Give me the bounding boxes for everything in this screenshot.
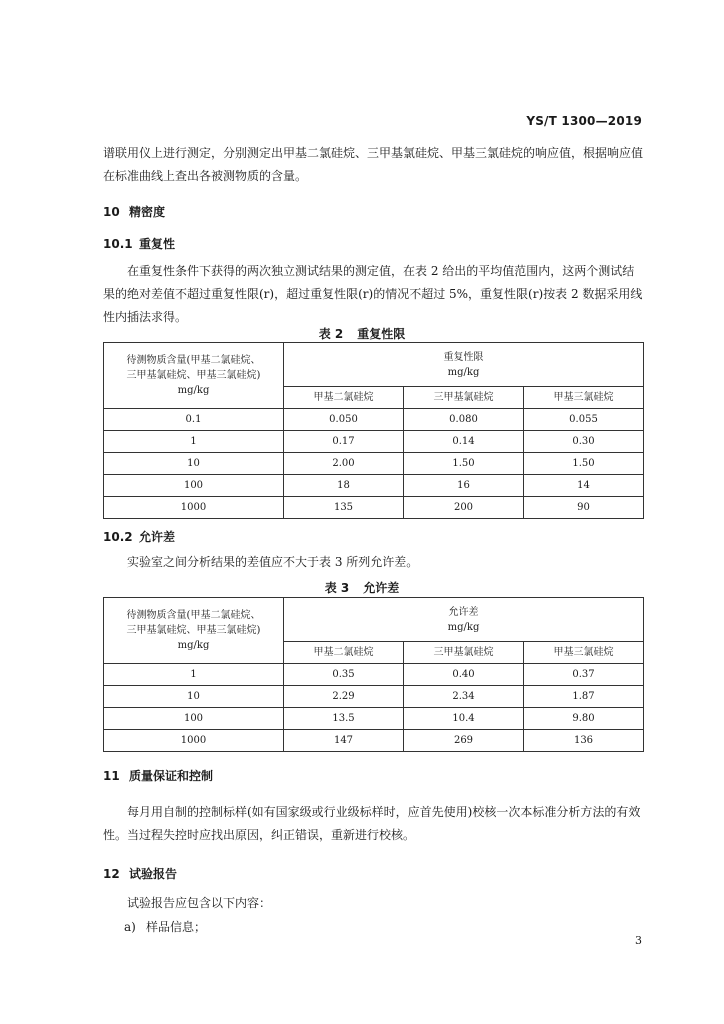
table-row [104, 409, 644, 431]
table-cell: 2.29 [284, 686, 404, 708]
section-number: 10.1 [103, 237, 133, 251]
table-row [104, 497, 644, 519]
table-3 [103, 597, 644, 752]
section-title: 质量保证和控制 [129, 769, 214, 783]
table-2 [103, 342, 644, 519]
table-cell: 100 [104, 475, 284, 497]
section-number: 10 [103, 205, 120, 219]
table-cell: 0.1 [104, 409, 284, 431]
column-header: 甲基三氯硅烷 [524, 642, 644, 664]
table-cell: 90 [524, 497, 644, 519]
table-cell: 1000 [104, 730, 284, 752]
table-cell: 135 [284, 497, 404, 519]
table-cell: 16 [404, 475, 524, 497]
table-cell: 14 [524, 475, 644, 497]
table-cell: 0.14 [404, 431, 524, 453]
section-10-1-heading [103, 235, 175, 252]
section-title: 精密度 [129, 205, 166, 219]
column-header: 甲基三氯硅烷 [524, 387, 644, 409]
section-title: 允许差 [139, 530, 176, 544]
table-2-title [0, 325, 724, 342]
table-row [104, 686, 644, 708]
table-cell: 0.050 [284, 409, 404, 431]
table-row [104, 664, 644, 686]
table-row [104, 453, 644, 475]
section-title: 重复性 [139, 237, 176, 251]
table-caption: 重复性限 [357, 327, 406, 341]
section-10-heading [103, 203, 165, 220]
table-cell: 0.17 [284, 431, 404, 453]
left-header-line: 三甲基氯硅烷、甲基三氯硅烷) [126, 625, 261, 636]
section-12-heading [103, 865, 177, 882]
table-cell: 2.00 [284, 453, 404, 475]
group-header-cell [284, 598, 644, 642]
column-header: 甲基二氯硅烷 [284, 387, 404, 409]
group-header: 允许差 [448, 606, 479, 618]
left-header-line: 三甲基氯硅烷、甲基三氯硅烷) [126, 370, 261, 381]
list-marker: a) [124, 920, 136, 934]
table-cell: 10.4 [404, 708, 524, 730]
section-number: 11 [103, 769, 120, 783]
table-cell: 0.35 [284, 664, 404, 686]
repeatability-paragraph: 在重复性条件下获得的两次独立测试结果的测定值，在表 2 给出的平均值范围内，这两个测试结果的绝对差值不超过重复性限(r)，超过重复性限(r)的情况不超过 5%，重复性限(r)按表 2 数据采用线性内插法求得。 [103, 264, 643, 324]
table-cell: 136 [524, 730, 644, 752]
allowable-difference-paragraph: 实验室之间分析结果的差值应不大于表 3 所列允许差。 [127, 555, 419, 569]
table-label: 表 3 [324, 581, 350, 595]
table-cell: 10 [104, 686, 284, 708]
table-cell: 1.87 [524, 686, 644, 708]
column-header: 三甲基氯硅烷 [404, 642, 524, 664]
group-header: 重复性限 [443, 351, 484, 363]
group-unit: mg/kg [447, 621, 480, 633]
table-cell: 200 [404, 497, 524, 519]
left-header-line: 待测物质含量(甲基二氯硅烷、 [126, 355, 261, 366]
table-cell: 0.055 [524, 409, 644, 431]
table-cell: 269 [404, 730, 524, 752]
left-header-cell [104, 598, 284, 664]
table-cell: 0.40 [404, 664, 524, 686]
table-row [104, 431, 644, 453]
column-header: 三甲基氯硅烷 [404, 387, 524, 409]
table-caption: 允许差 [363, 581, 400, 595]
table-row [104, 730, 644, 752]
left-header-cell [104, 343, 284, 409]
standard-code: YS/T 1300—2019 [526, 114, 642, 128]
table-cell: 9.80 [524, 708, 644, 730]
table-row [104, 708, 644, 730]
group-unit: mg/kg [447, 366, 480, 378]
table-cell: 10 [104, 453, 284, 475]
table-cell: 100 [104, 708, 284, 730]
page-number: 3 [635, 934, 642, 947]
quality-control-paragraph: 每月用自制的控制标样(如有国家级或行业级标样时，应首先使用)校核一次本标准分析方法的有效性。当过程失控时应找出原因，纠正错误，重新进行校核。 [103, 805, 641, 842]
table-cell: 1 [104, 431, 284, 453]
left-header-unit: mg/kg [177, 385, 210, 396]
table-cell: 0.30 [524, 431, 644, 453]
list-item [124, 918, 206, 935]
table-row [104, 475, 644, 497]
table-cell: 0.37 [524, 664, 644, 686]
section-number: 10.2 [103, 530, 133, 544]
table-cell: 13.5 [284, 708, 404, 730]
left-header-unit: mg/kg [177, 640, 210, 651]
table-3-title [0, 579, 724, 596]
table-cell: 2.34 [404, 686, 524, 708]
group-header-cell [284, 343, 644, 387]
list-item-text: 样品信息； [146, 920, 207, 934]
report-intro: 试验报告应包含以下内容： [127, 896, 272, 910]
table-cell: 0.080 [404, 409, 524, 431]
section-number: 12 [103, 867, 120, 881]
table-cell: 18 [284, 475, 404, 497]
section-10-2-heading [103, 528, 175, 545]
table-cell: 1.50 [404, 453, 524, 475]
column-header: 甲基二氯硅烷 [284, 642, 404, 664]
left-header-line: 待测物质含量(甲基二氯硅烷、 [126, 610, 261, 621]
section-title: 试验报告 [129, 867, 178, 881]
table-cell: 1000 [104, 497, 284, 519]
table-cell: 1 [104, 664, 284, 686]
section-11-heading [103, 767, 213, 784]
intro-paragraph: 谱联用仪上进行测定，分别测定出甲基二氯硅烷、三甲基氯硅烷、甲基三氯硅烷的响应值，根据响应值在标准曲线上查出各被测物质的含量。 [103, 146, 644, 183]
table-cell: 1.50 [524, 453, 644, 475]
table-cell: 147 [284, 730, 404, 752]
table-label: 表 2 [318, 327, 344, 341]
